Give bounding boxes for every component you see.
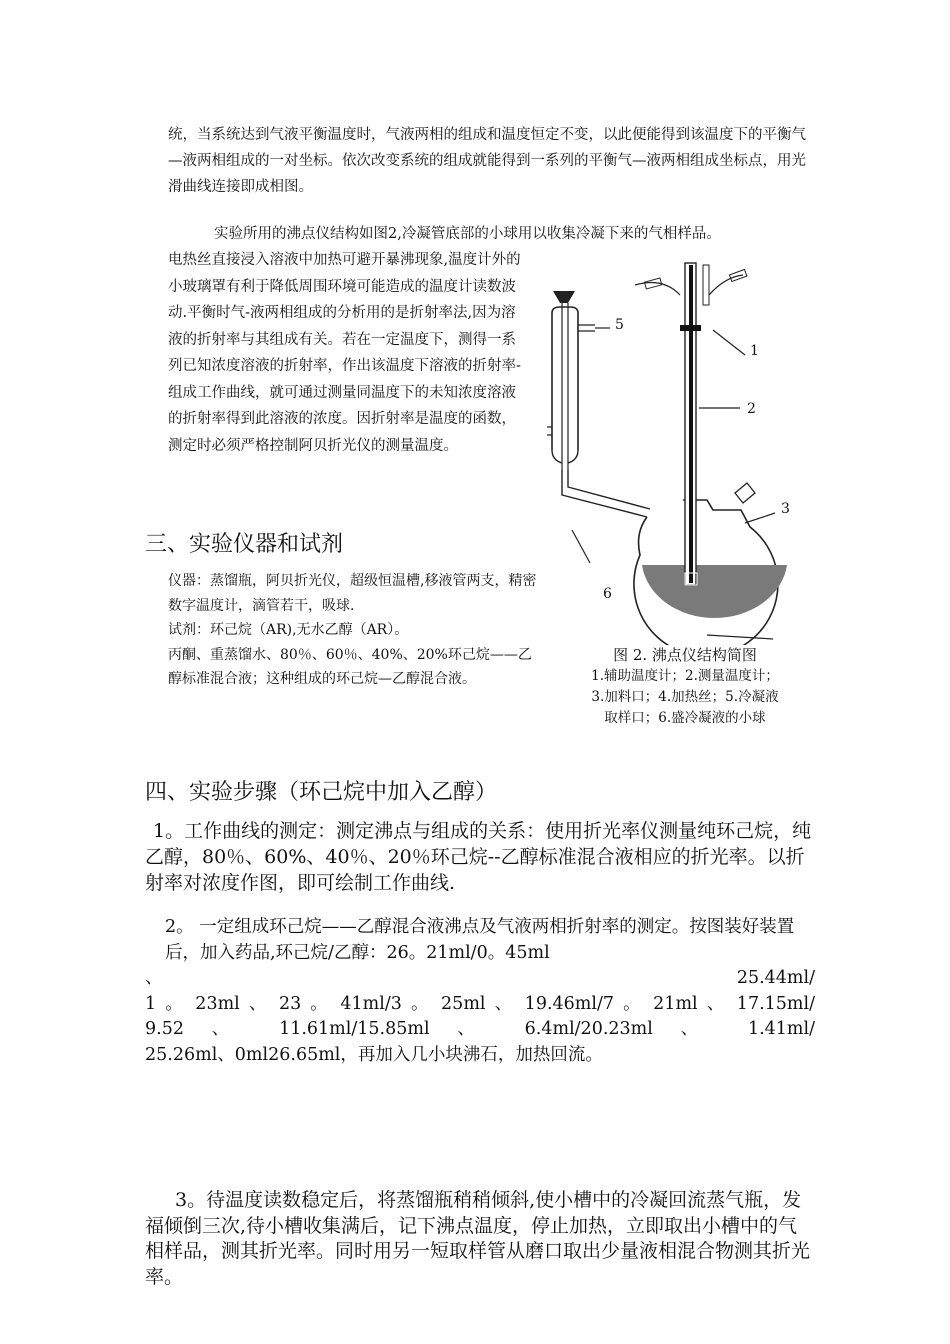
label-1: 1 <box>750 343 759 359</box>
figure-caption: 图 2. 沸点仪结构简图 <box>613 646 757 664</box>
instruments-text: 仪器：蒸馏瓶，阿贝折光仪，超级恒温槽,移液管两支，精密数字温度计，滴管若干，吸球. <box>168 573 537 614</box>
condenser-inner-tube <box>562 303 568 470</box>
step-2-line-2-left: 、 <box>145 968 163 988</box>
condenser-jacket <box>552 313 578 450</box>
step-2-line-2-right: 25.44ml/ <box>736 968 815 988</box>
section-3-heading: 三、实验仪器和试剂 <box>145 532 344 557</box>
step-3-text <box>145 1188 815 1290</box>
reagents-text: 试剂：环己烷（AR),无水乙醇（AR）。 <box>168 622 409 638</box>
label-5: 5 <box>615 317 624 333</box>
step-2-line-3: 1 。 23ml 、 23 。 41ml/3 。 25ml 、 19.46ml/7 。 21ml 、 17.15ml/ <box>145 993 815 1014</box>
figure-caption-block <box>560 645 810 729</box>
thermometer-stopper <box>680 325 701 331</box>
vapor-return-arm <box>562 470 650 517</box>
label-6: 6 <box>603 586 612 602</box>
instruments-block <box>168 569 543 692</box>
label-3: 3 <box>781 501 790 517</box>
flask-liquid <box>642 565 787 618</box>
step-1-text <box>145 818 815 896</box>
intro-paragraph-1: 统，当系统达到气液平衡温度时，气液两相的组成和温度恒定不变，以此便能得到该温度下的平衡气—液两相组成的一对坐标。依次改变系统的组成就能得到一系列的平衡气—液两相组成坐标点，用光滑曲线连接即成相图。 <box>168 127 806 195</box>
section-4-heading: 四、实验步骤（环己烷中加入乙醇） <box>145 780 498 805</box>
feed-port <box>735 483 755 503</box>
boiling-point-apparatus-diagram <box>535 255 815 645</box>
solutions-text: 丙酮、重蒸馏水、80％、60％、40%、20%环己烷——乙醇标准混合液；这种组成的环己烷—乙醇混合液。 <box>168 646 532 687</box>
step-2-line-5: 25.26ml、0ml26.65ml，再加入几小块沸石，加热回流。 <box>145 1044 603 1065</box>
step-2-block <box>145 915 815 1068</box>
figure-legend-line-3: 取样口；6.盛冷凝液的小球 <box>604 710 766 726</box>
figure-legend-line-2: 3.加料口；4.加热丝；5.冷凝液 <box>591 689 779 705</box>
auxiliary-thermometer <box>703 265 709 305</box>
intro-paragraph-2-body: 电热丝直接浸入溶液中加热可避开暴沸现象,温度计外的小玻璃罩有利于降低周围环境可能造成的温度计读数波动.平衡时气-液两相组成的分析用的是折射率法,因为溶液的折射率与其组成有关。若在一定温度下，测得一系列已知浓度溶液的折射率，作出该温度下溶液的折射率-组成工作曲线，就可通过测量同温度下的未知浓度溶液的折射率得到此溶液的浓度。因折射率是温度的函数，测定时必须严格控制阿贝折光仪的测量温度。 <box>168 252 521 454</box>
step-2-line-2 <box>145 966 815 992</box>
label-2: 2 <box>747 401 756 417</box>
step-2-line-1: 2。 一定组成环己烷——乙醇混合液沸点及气液两相折射率的测定。按图装好装置后，加入药品,环己烷/乙醇：26。21ml/0。45ml <box>165 917 795 963</box>
intro-paragraph-2-first-line: 实验所用的沸点仪结构如图2,冷凝管底部的小球用以收集冷凝下来的气相样品。 <box>214 226 721 242</box>
figure-legend-line-1: 1.辅助温度计；2.测量温度计； <box>591 668 779 684</box>
condenser-funnel <box>553 291 575 303</box>
step-3-body: 3。待温度读数稳定后，将蒸馏瓶稍稍倾斜,使小槽中的冷凝回流蒸气瓶，发福倾倒三次,待小槽收集满后，记下沸点温度，停止加热，立即取出小槽中的气相样品，测其折光率。同时用另一短取样管从磨口取出少量液相混合物测其折光率。 <box>145 1189 811 1288</box>
step-1-body: 1。工作曲线的测定：测定沸点与组成的关系：使用折光率仪测量纯环己烷，纯乙醇，80％、60%、40％、20％环己烷--乙醇标准混合液相应的折光率。以折射率对浓度作图，即可绘制工作曲线. <box>145 820 812 894</box>
step-2-line-4: 9.52 、 11.61ml/15.85ml 、 6.4ml/20.23ml 、 1.41ml/ <box>145 1019 815 1039</box>
